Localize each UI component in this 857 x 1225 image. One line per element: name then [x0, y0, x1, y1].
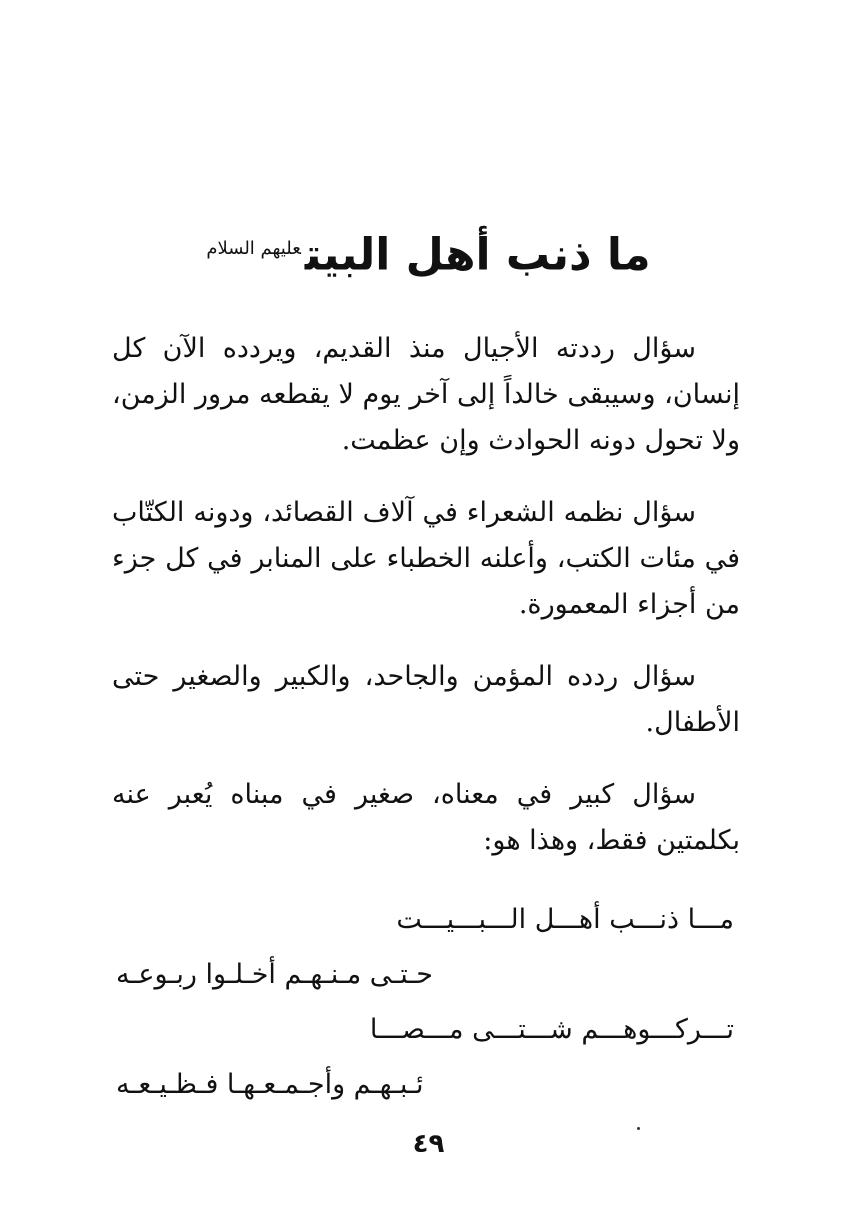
verse-line-2: حـتـى مـنـهـم أخـلـوا ربـوعـه	[116, 959, 433, 990]
paragraph-2: سؤال نظمه الشعراء في آلاف القصائد، ودونه الكتّاب في مئات الكتب، وأعلنه الخطباء على المنابر في كل جزء من أجزاء المعمورة.	[112, 497, 740, 620]
chapter-title-text: ما ذنب أهل البيت	[304, 230, 651, 282]
paragraph-4: سؤال كبير في معناه، صغير في مبناه يُعبر عنه بكلمتين فقط، وهذا هو:	[112, 779, 740, 856]
verse-line-4: ئـبـهـم وأجـمـعـهـا فـظـيـعـه	[116, 1069, 424, 1100]
verse-line-1: مـــا ذنـــب أهـــل الـــبـــيـــت	[396, 904, 734, 935]
body-text	[112, 326, 740, 890]
chapter-title	[0, 217, 857, 288]
page-number: ٤٩	[412, 1129, 445, 1159]
paragraph-3: سؤال ردده المؤمن والجاحد، والكبير والصغير حتى الأطفال.	[112, 661, 740, 738]
verse-line-3: تـــركـــوهـــم شـــتـــى مـــصـــا	[369, 1014, 734, 1045]
honorific-mark: عليهم السلام	[206, 238, 301, 260]
poem-verse	[112, 892, 740, 1112]
paragraph-1: سؤال رددته الأجيال منذ القديم، ويردده الآن كل إنسان، وسيبقى خالداً إلى آخر يوم لا يقطعه مرور الزمن، ولا تحول دونه الحوادث وإن عظمت.	[112, 333, 740, 456]
